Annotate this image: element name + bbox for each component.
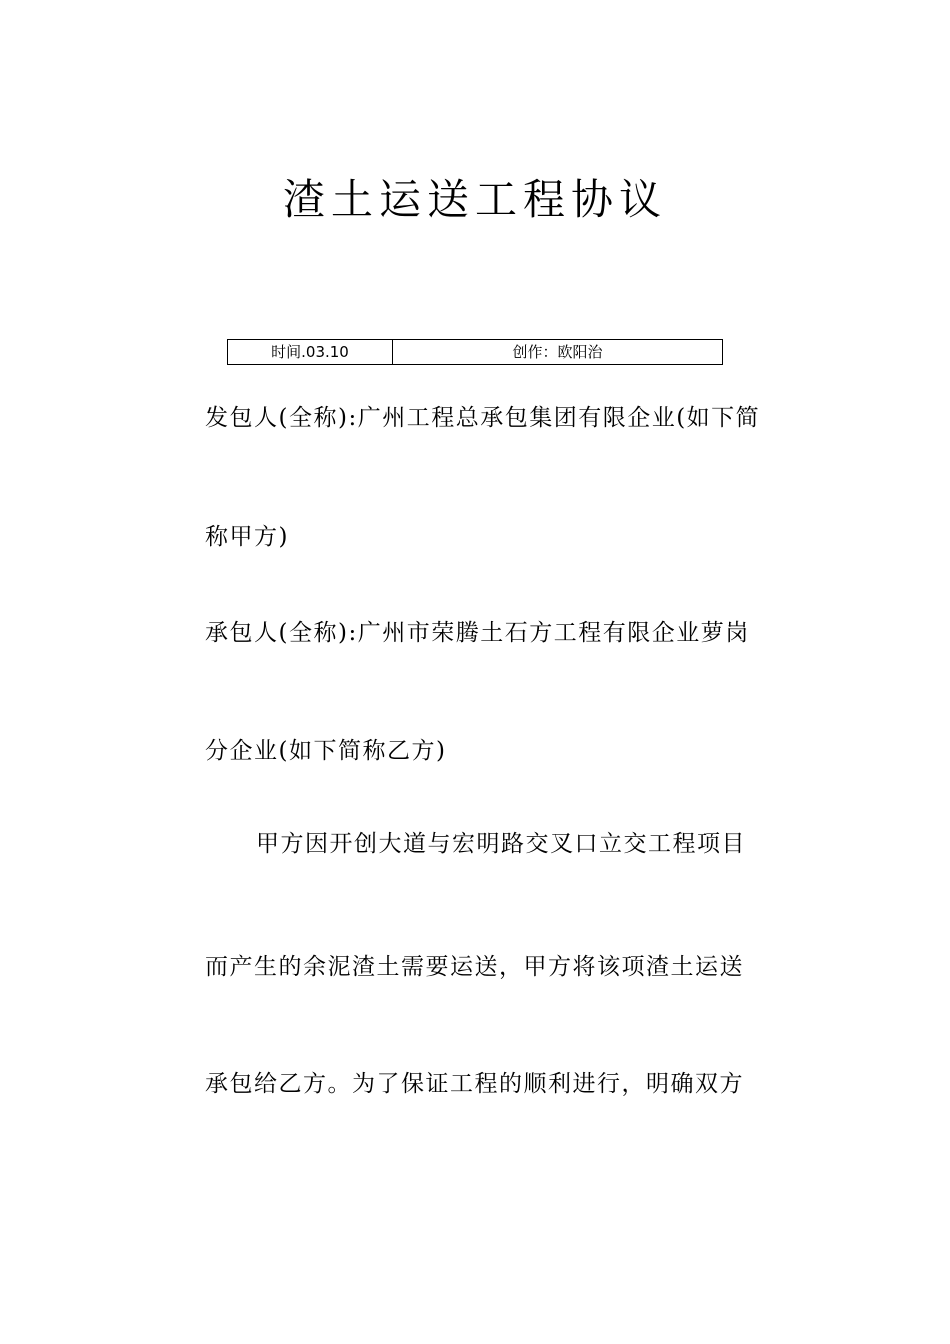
document-title: 渣土运送工程协议 bbox=[282, 175, 667, 224]
meta-table bbox=[227, 339, 723, 365]
text-line: 而产生的余泥渣土需要运送，甲方将该项渣土运送 bbox=[205, 954, 744, 980]
text-line: 承包人(全称):广州市荣腾土石方工程有限企业萝岗 bbox=[205, 620, 750, 646]
text-line: 甲方因开创大道与宏明路交叉口立交工程项目 bbox=[256, 831, 746, 857]
text-line: 承包给乙方。为了保证工程的顺利进行，明确双方 bbox=[205, 1071, 744, 1097]
meta-row bbox=[228, 340, 723, 365]
meta-author: 创作：欧阳治 bbox=[393, 340, 723, 365]
meta-time: 时间.03.10 bbox=[228, 340, 393, 365]
text-line: 分企业(如下简称乙方) bbox=[205, 738, 447, 764]
text-line: 称甲方) bbox=[205, 524, 289, 550]
text-line: 发包人(全称):广州工程总承包集团有限企业(如下简 bbox=[205, 405, 761, 431]
